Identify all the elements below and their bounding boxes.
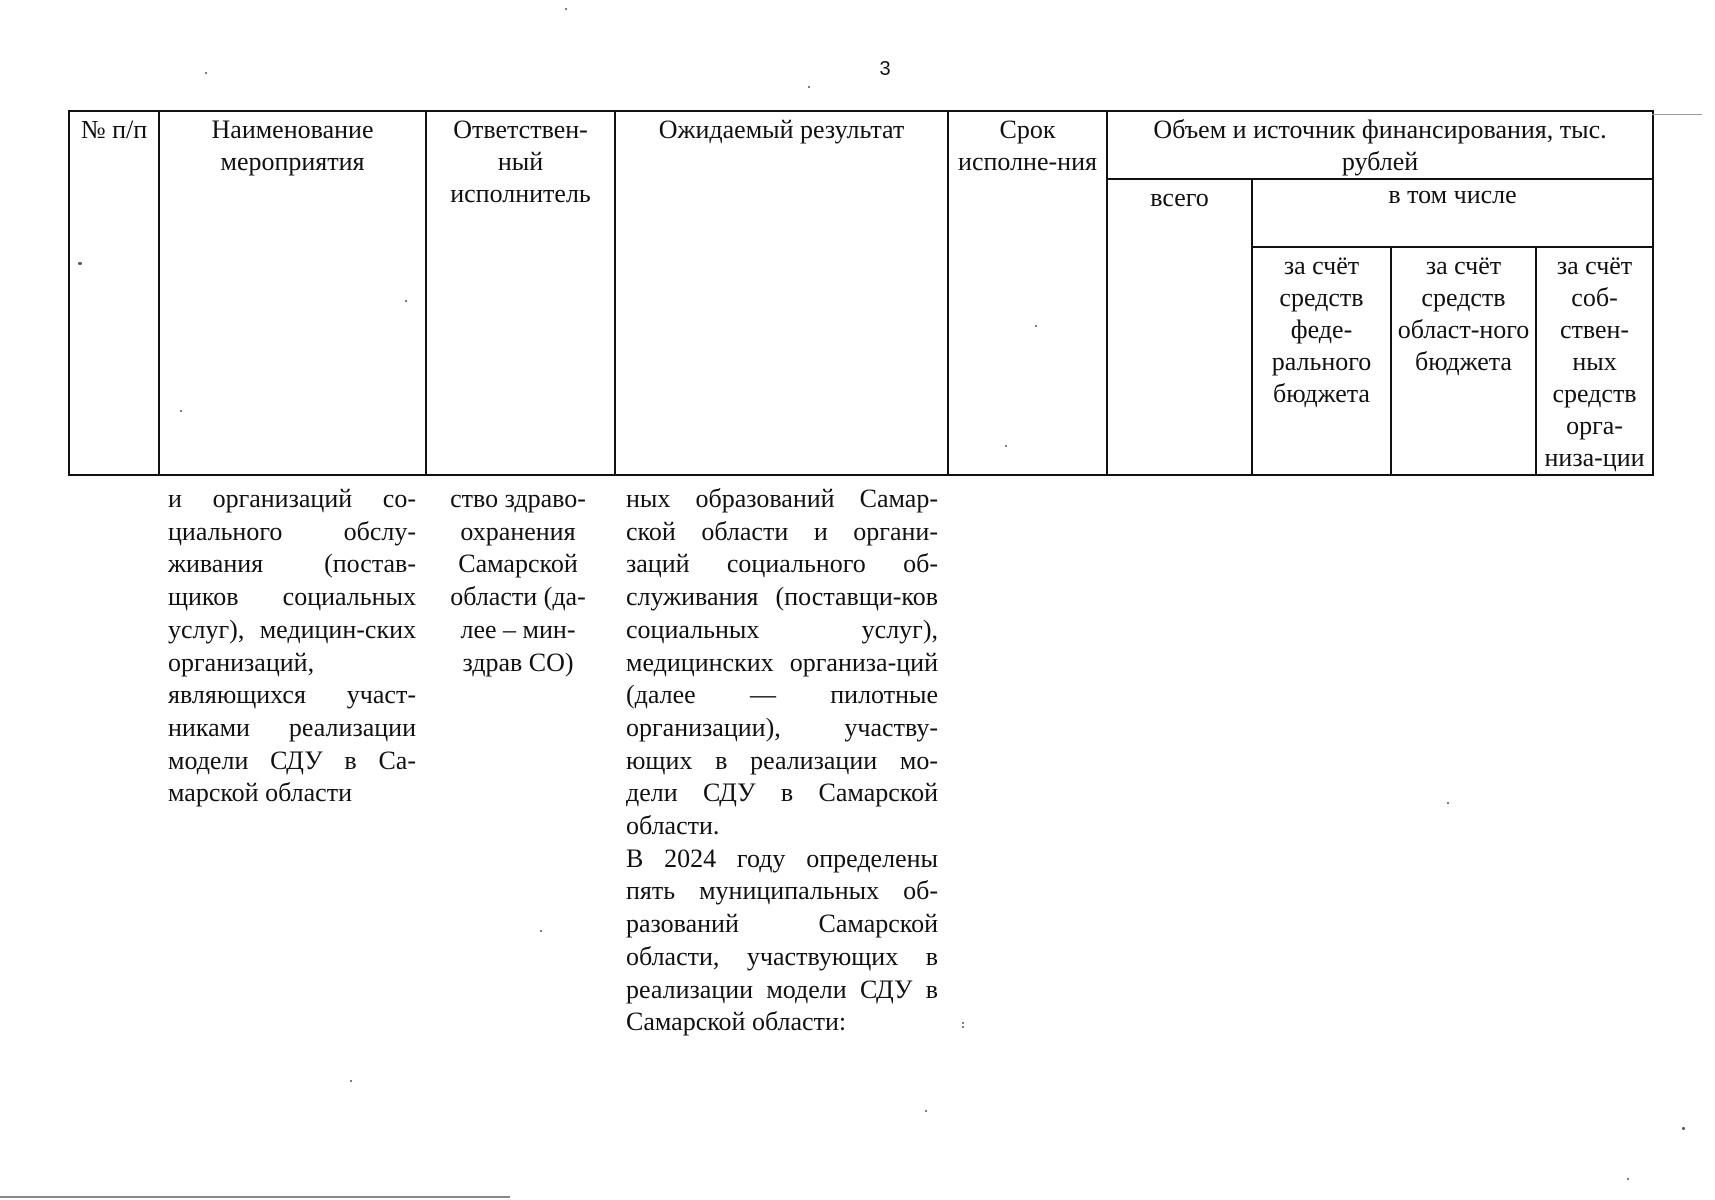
header-finance-own: за счёт соб-ствен-ных средств орга-низа-ции <box>1536 247 1653 475</box>
header-finance-federal: за счёт средств феде-рального бюджета <box>1252 247 1391 475</box>
header-finance-including: в том числе <box>1252 179 1653 247</box>
table-header <box>68 110 1654 476</box>
header-finance-regional: за счёт средств област-ного бюджета <box>1391 247 1536 475</box>
header-col-number: № п/п <box>69 111 159 475</box>
scan-speck <box>540 930 542 932</box>
scan-speck <box>405 300 407 302</box>
header-col-name: Наименование мероприятия <box>159 111 426 475</box>
header-col-finance: Объем и источник финансирования, тыс. рублей <box>1107 111 1653 179</box>
cell-responsible <box>438 483 598 679</box>
scan-speck <box>1035 325 1037 327</box>
table-body <box>0 483 1715 1083</box>
page-number: 3 <box>879 58 891 80</box>
scan-speck <box>1005 445 1007 447</box>
scan-speck <box>925 1110 927 1112</box>
scan-speck <box>78 262 82 265</box>
scan-speck <box>565 8 567 10</box>
scan-edge-line <box>0 1196 510 1198</box>
scan-speck <box>1682 1127 1685 1130</box>
scan-speck <box>808 86 810 88</box>
scan-speck <box>180 410 182 412</box>
header-col-responsible: Ответствен-ный исполнитель <box>426 111 615 475</box>
scan-speck <box>962 1026 964 1028</box>
scan-speck <box>962 1022 964 1024</box>
header-finance-total: всего <box>1107 179 1252 475</box>
scan-speck <box>350 1080 352 1082</box>
scan-speck <box>205 72 207 74</box>
scan-speck <box>1627 1178 1629 1180</box>
scan-speck <box>1447 802 1449 804</box>
responsible-text: ство здраво-охранения Самарской области (да-лее – мин-здрав СО) <box>450 484 586 677</box>
cell-event-name <box>168 483 416 810</box>
header-col-result: Ожидаемый результат <box>615 111 948 475</box>
event-name-text: и организаций со-циального обслу-живания (постав-щиков социальных услуг), медицин-ских организаций, являющихся участ-никами реализации модели СДУ в Са-марской области <box>168 484 416 808</box>
result-paragraph-1: ных образований Самар-ской области и органи-заций социального об-служивания (поставщи-ков социальных услуг), медицинских организа-ций (далее — пилотные организации), участву-ющих в реализации мо-дели СДУ в Самарской области. <box>626 484 938 841</box>
header-col-term: Срок исполне-ния <box>948 111 1107 475</box>
result-paragraph-2: В 2024 году определены пять муниципальных об-разований Самарской области, участвующих в реализации модели СДУ в Самарской области: <box>626 843 938 1037</box>
scan-edge-line <box>1652 114 1702 115</box>
cell-expected-result <box>626 483 938 1039</box>
